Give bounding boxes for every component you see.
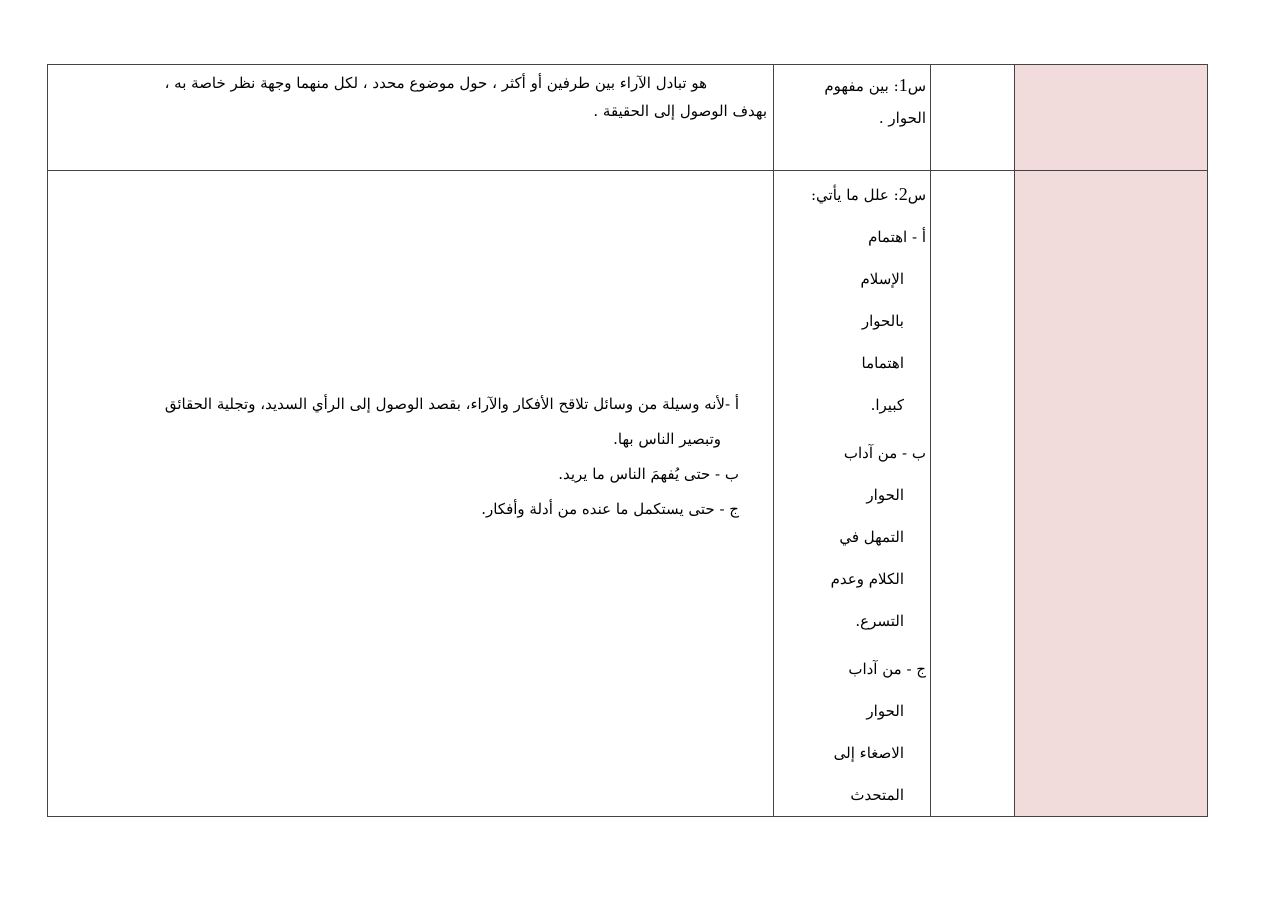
item-b-line-3: التمهل في [839,528,904,546]
question-1-number: 1 [898,75,908,95]
table-row [48,171,1208,817]
question-2-title: : علل ما يأتي: [810,186,899,204]
item-c-line-2: الحوار [866,702,904,720]
blank-cell-2 [931,171,1015,817]
answer-2a-line-2: وتبصير الناس بها. [613,430,721,448]
item-b-marker: ب - [902,444,926,462]
item-c-line-1: من آداب [848,660,902,678]
answer-1-line-2: بهدف الوصول إلى الحقيقة . [593,102,767,120]
question-2-item-c [774,648,930,816]
table-row [48,65,1208,171]
item-a-line-3: بالحوار [861,312,904,330]
item-a-line-5: كبيرا. [870,396,904,414]
question-1-prefix: س [907,77,926,95]
question-cell-2 [774,171,931,817]
question-2-item-a [774,216,930,426]
item-b-line-2: الحوار [866,486,904,504]
answer-1-text [48,65,773,125]
answer-2a-marker: أ - [724,395,739,413]
question-cell-1 [774,65,931,171]
item-c-marker: ج - [906,660,926,678]
item-a-marker: أ - [911,228,926,246]
question-2-item-b [774,432,930,642]
question-2-prefix: س [907,186,926,204]
item-b-line-4: الكلام وعدم [830,570,904,588]
item-a-line-4: اهتماما [861,354,904,372]
item-c-line-3: الاصغاء إلى [833,744,904,762]
answer-cell-2 [48,171,774,817]
question-2-number: 2 [898,184,908,204]
answer-2c-marker: ج - [719,500,739,518]
answer-2c-line: حتى يستكمل ما عنده من أدلة وأفكار. [481,500,715,518]
answer-1-line-1: هو تبادل الآراء بين طرفين أو أكثر ، حول موضوع محدد ، لكل منهما وجهة نظر خاصة به ، [164,74,707,92]
answer-2a-line-1: لأنه وسيلة من وسائل تلاقح الأفكار والآراء، بقصد الوصول إلى الرأي السديد، وتجلية الحقائق [164,395,725,413]
pink-cell-1 [1015,65,1208,171]
answer-2-text [49,387,739,527]
item-a-line-1: اهتمام [868,228,908,246]
answer-cell-1 [48,65,774,171]
qa-table [47,64,1208,817]
question-1-text [774,65,930,134]
item-a-line-2: الإسلام [860,270,904,288]
item-b-line-5: التسرع. [855,612,904,630]
answer-2b-line: حتى يُفهمَ الناس ما يريد. [558,465,711,483]
question-1-title: : بين مفهوم [824,77,899,95]
item-b-line-1: من آداب [843,444,898,462]
question-2-text [774,171,930,816]
pink-cell-2 [1015,171,1208,817]
question-1-line-2: الحوار . [878,109,926,127]
item-c-line-4: المتحدث [850,786,904,804]
blank-cell-1 [931,65,1015,171]
answer-2b-marker: ب - [715,465,739,483]
